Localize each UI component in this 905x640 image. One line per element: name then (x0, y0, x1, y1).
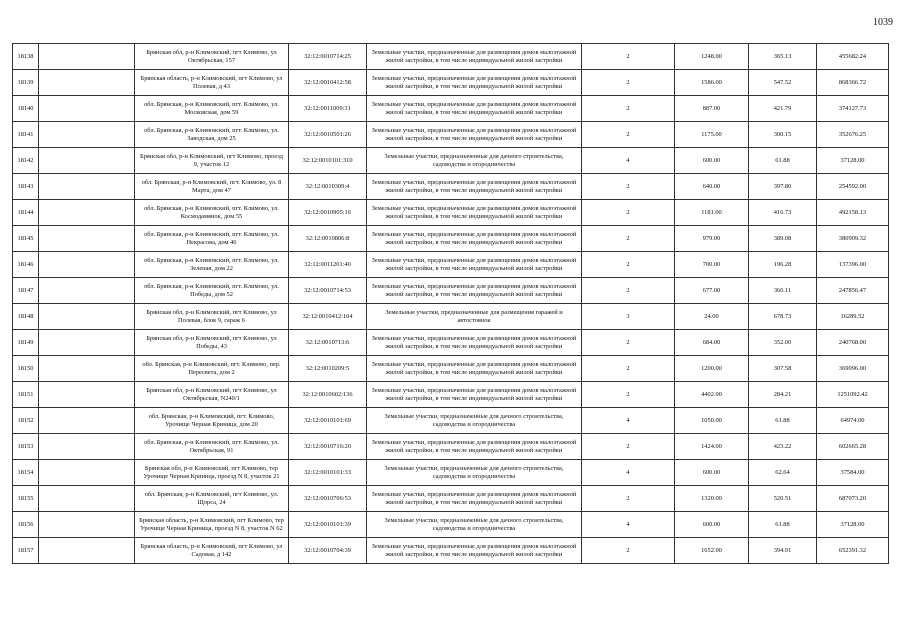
table-row (13, 174, 889, 200)
blank-cell (39, 278, 135, 304)
use-group-cell: 4 (582, 512, 675, 538)
specific-value-cell: 547.52 (749, 70, 817, 96)
address-cell: обл. Брянская, р-н Климовский, пгт. Климово, ул. Победы, дом 52 (135, 278, 289, 304)
permitted-use-cell: Земельные участки, предназначенные для дачного строительства, садоводства и огородничества (367, 460, 582, 486)
cadastral-number-cell: 32:12:0010309:4 (289, 174, 367, 200)
cadastral-number-cell: 32:12:0010101:310 (289, 148, 367, 174)
row-number-cell: 18145 (13, 226, 39, 252)
use-group-cell: 2 (582, 330, 675, 356)
table-body (13, 44, 889, 564)
specific-value-cell: 394.91 (749, 538, 817, 564)
specific-value-cell: 352.00 (749, 330, 817, 356)
area-cell: 600.00 (675, 148, 749, 174)
address-cell: обл. Брянская, р-н Климовский, пгт. Климово, ул. Некрасова, дом 46 (135, 226, 289, 252)
permitted-use-cell: Земельные участки, предназначенные для размещения домов малоэтажной жилой застройки, в том числе индивидуальной жилой застройки (367, 434, 582, 460)
permitted-use-cell: Земельные участки, предназначенные для размещения домов малоэтажной жилой застройки, в том числе индивидуальной жилой застройки (367, 174, 582, 200)
area-cell: 1248.00 (675, 44, 749, 70)
table-row (13, 512, 889, 538)
row-number-cell: 18150 (13, 356, 39, 382)
permitted-use-cell: Земельные участки, предназначенные для размещения домов малоэтажной жилой застройки, в том числе индивидуальной жилой застройки (367, 356, 582, 382)
row-number-cell: 18149 (13, 330, 39, 356)
permitted-use-cell: Земельные участки, предназначенные для дачного строительства, садоводства и огородничества (367, 148, 582, 174)
cadastral-value-cell: 352676.25 (817, 122, 889, 148)
specific-value-cell: 61.88 (749, 148, 817, 174)
blank-cell (39, 434, 135, 460)
row-number-cell: 18141 (13, 122, 39, 148)
address-cell: Брянская обл, р-н Климовский, пгт Климово, тер Урочище Черная Криница, проезд N 8, участок 21 (135, 460, 289, 486)
use-group-cell: 2 (582, 252, 675, 278)
cadastral-number-cell: 32:12:0010905:16 (289, 200, 367, 226)
area-cell: 1200.00 (675, 356, 749, 382)
address-cell: обл. Брянская, р-н Климовский, пгт. Климово, ул. Космодамянок, дом 55 (135, 200, 289, 226)
permitted-use-cell: Земельные участки, предназначенные для размещения домов малоэтажной жилой застройки, в том числе индивидуальной жилой застройки (367, 226, 582, 252)
row-number-cell: 18156 (13, 512, 39, 538)
permitted-use-cell: Земельные участки, предназначенные для дачного строительства, садоводства и огородничества (367, 512, 582, 538)
cadastral-value-cell: 64974.00 (817, 408, 889, 434)
use-group-cell: 2 (582, 434, 675, 460)
permitted-use-cell: Земельные участки, предназначенные для размещения домов малоэтажной жилой застройки, в том числе индивидуальной жилой застройки (367, 278, 582, 304)
area-cell: 677.00 (675, 278, 749, 304)
table-row (13, 408, 889, 434)
table-row (13, 96, 889, 122)
specific-value-cell: 284.21 (749, 382, 817, 408)
area-cell: 887.00 (675, 96, 749, 122)
permitted-use-cell: Земельные участки, предназначенные для размещения домов малоэтажной жилой застройки, в том числе индивидуальной жилой застройки (367, 538, 582, 564)
area-cell: 640.00 (675, 174, 749, 200)
land-registry-table (12, 43, 889, 564)
blank-cell (39, 252, 135, 278)
address-cell: обл. Брянская, р-н Климовский, пгт. Климово, Урочище Черная Криница, дом 20 (135, 408, 289, 434)
cadastral-value-cell: 1251092.42 (817, 382, 889, 408)
permitted-use-cell: Земельные участки, предназначенные для размещения гаражей и автостоянок (367, 304, 582, 330)
area-cell: 1652.00 (675, 538, 749, 564)
area-cell: 1424.00 (675, 434, 749, 460)
area-cell: 4402.00 (675, 382, 749, 408)
permitted-use-cell: Земельные участки, предназначенные для размещения домов малоэтажной жилой застройки, в том числе индивидуальной жилой застройки (367, 122, 582, 148)
blank-cell (39, 122, 135, 148)
cadastral-value-cell: 16289.52 (817, 304, 889, 330)
address-cell: Брянская обл, р-н Климовский, пгт Климово, ул Октябрьская, N240/1 (135, 382, 289, 408)
specific-value-cell: 520.51 (749, 486, 817, 512)
table-row (13, 460, 889, 486)
area-cell: 700.00 (675, 252, 749, 278)
cadastral-number-cell: 32:12:0010713:6 (289, 330, 367, 356)
blank-cell (39, 174, 135, 200)
blank-cell (39, 356, 135, 382)
specific-value-cell: 365.13 (749, 44, 817, 70)
address-cell: Брянская область, р-н Климовский, пгт Климово, ул Садовая, д 142 (135, 538, 289, 564)
cadastral-value-cell: 369096.00 (817, 356, 889, 382)
row-number-cell: 18148 (13, 304, 39, 330)
address-cell: Брянская область, р-н Климовский, пгт Климово, тер Урочище Черная Криница, проезд N 8, участок N 62 (135, 512, 289, 538)
table-row (13, 434, 889, 460)
cadastral-value-cell: 137396.00 (817, 252, 889, 278)
cadastral-value-cell: 380909.32 (817, 226, 889, 252)
area-cell: 979.00 (675, 226, 749, 252)
blank-cell (39, 44, 135, 70)
use-group-cell: 3 (582, 304, 675, 330)
use-group-cell: 2 (582, 122, 675, 148)
blank-cell (39, 408, 135, 434)
cadastral-number-cell: 32:12:0010501:26 (289, 122, 367, 148)
row-number-cell: 18139 (13, 70, 39, 96)
specific-value-cell: 678.73 (749, 304, 817, 330)
table-row (13, 278, 889, 304)
permitted-use-cell: Земельные участки, предназначенные для размещения домов малоэтажной жилой застройки, в том числе индивидуальной жилой застройки (367, 486, 582, 512)
address-cell: обл. Брянская, р-н Климовский, пгт. Климово, ул. 8 Марта, дом 47 (135, 174, 289, 200)
area-cell: 1181.00 (675, 200, 749, 226)
row-number-cell: 18151 (13, 382, 39, 408)
cadastral-number-cell: 32:12:0010412:58 (289, 70, 367, 96)
cadastral-number-cell: 32:12:0011009:31 (289, 96, 367, 122)
area-cell: 600.00 (675, 512, 749, 538)
address-cell: Брянская обл, р-н Климовский, пгт Климово, ул Полевая, блок 9, гараж 6 (135, 304, 289, 330)
table-row (13, 538, 889, 564)
area-cell: 600.00 (675, 460, 749, 486)
specific-value-cell: 196.28 (749, 252, 817, 278)
row-number-cell: 18146 (13, 252, 39, 278)
use-group-cell: 2 (582, 226, 675, 252)
table-row (13, 200, 889, 226)
specific-value-cell: 61.88 (749, 408, 817, 434)
specific-value-cell: 423.22 (749, 434, 817, 460)
specific-value-cell: 397.80 (749, 174, 817, 200)
use-group-cell: 2 (582, 96, 675, 122)
permitted-use-cell: Земельные участки, предназначенные для размещения домов малоэтажной жилой застройки, в том числе индивидуальной жилой застройки (367, 382, 582, 408)
blank-cell (39, 330, 135, 356)
row-number-cell: 18142 (13, 148, 39, 174)
area-cell: 1050.00 (675, 408, 749, 434)
row-number-cell: 18140 (13, 96, 39, 122)
page-number: 1039 (873, 17, 893, 28)
cadastral-number-cell: 32:12:0010602:136 (289, 382, 367, 408)
cadastral-value-cell: 37128.00 (817, 148, 889, 174)
permitted-use-cell: Земельные участки, предназначенные для размещения домов малоэтажной жилой застройки, в том числе индивидуальной жилой застройки (367, 44, 582, 70)
use-group-cell: 2 (582, 356, 675, 382)
cadastral-value-cell: 254592.00 (817, 174, 889, 200)
use-group-cell: 2 (582, 200, 675, 226)
table-row (13, 70, 889, 96)
specific-value-cell: 416.73 (749, 200, 817, 226)
cadastral-number-cell: 32:12:0010101:33 (289, 460, 367, 486)
table-row (13, 330, 889, 356)
use-group-cell: 2 (582, 382, 675, 408)
cadastral-value-cell: 37128.00 (817, 512, 889, 538)
blank-cell (39, 512, 135, 538)
row-number-cell: 18144 (13, 200, 39, 226)
cadastral-value-cell: 247856.47 (817, 278, 889, 304)
address-cell: обл. Брянская, р-н Климовский, пгт. Климово, ул. Зеленая, дом 22 (135, 252, 289, 278)
permitted-use-cell: Земельные участки, предназначенные для размещения домов малоэтажной жилой застройки, в том числе индивидуальной жилой застройки (367, 70, 582, 96)
blank-cell (39, 70, 135, 96)
row-number-cell: 18143 (13, 174, 39, 200)
address-cell: Брянская обл, р-н Климовский, пгт Климово, ул Победы, 43 (135, 330, 289, 356)
specific-value-cell: 366.11 (749, 278, 817, 304)
cadastral-number-cell: 32:12:0010806:8 (289, 226, 367, 252)
cadastral-number-cell: 32:12:0010412:104 (289, 304, 367, 330)
cadastral-number-cell: 32:12:0011201:40 (289, 252, 367, 278)
blank-cell (39, 96, 135, 122)
blank-cell (39, 460, 135, 486)
row-number-cell: 18138 (13, 44, 39, 70)
cadastral-value-cell: 374127.73 (817, 96, 889, 122)
permitted-use-cell: Земельные участки, предназначенные для размещения домов малоэтажной жилой застройки, в том числе индивидуальной жилой застройки (367, 252, 582, 278)
blank-cell (39, 538, 135, 564)
blank-cell (39, 486, 135, 512)
cadastral-number-cell: 32:12:0010706:53 (289, 486, 367, 512)
address-cell: обл. Брянская, р-н Климовский, пгт. Климово, ул. Заводская, дом 25 (135, 122, 289, 148)
use-group-cell: 4 (582, 148, 675, 174)
area-cell: 684.00 (675, 330, 749, 356)
cadastral-value-cell: 652391.32 (817, 538, 889, 564)
cadastral-value-cell: 455682.24 (817, 44, 889, 70)
use-group-cell: 4 (582, 460, 675, 486)
address-cell: Брянская обл, р-н Климовский, пгт Климово, ул Октябрьская, 157 (135, 44, 289, 70)
cadastral-number-cell: 32:12:0010101:39 (289, 512, 367, 538)
use-group-cell: 2 (582, 278, 675, 304)
cadastral-value-cell: 687073.20 (817, 486, 889, 512)
table-row (13, 304, 889, 330)
specific-value-cell: 307.58 (749, 356, 817, 382)
permitted-use-cell: Земельные участки, предназначенные для дачного строительства, садоводства и огородничества (367, 408, 582, 434)
blank-cell (39, 304, 135, 330)
cadastral-value-cell: 868366.72 (817, 70, 889, 96)
table-row (13, 382, 889, 408)
use-group-cell: 2 (582, 538, 675, 564)
row-number-cell: 18152 (13, 408, 39, 434)
table-row (13, 226, 889, 252)
use-group-cell: 2 (582, 486, 675, 512)
row-number-cell: 18153 (13, 434, 39, 460)
cadastral-number-cell: 32:12:0010716:20 (289, 434, 367, 460)
blank-cell (39, 148, 135, 174)
specific-value-cell: 62.64 (749, 460, 817, 486)
cadastral-value-cell: 240768.00 (817, 330, 889, 356)
permitted-use-cell: Земельные участки, предназначенные для размещения домов малоэтажной жилой застройки, в том числе индивидуальной жилой застройки (367, 330, 582, 356)
address-cell: обл. Брянская, р-н Климовский, пгт Климово, ул. Щорса, 24 (135, 486, 289, 512)
specific-value-cell: 389.08 (749, 226, 817, 252)
area-cell: 1175.00 (675, 122, 749, 148)
blank-cell (39, 226, 135, 252)
blank-cell (39, 200, 135, 226)
row-number-cell: 18154 (13, 460, 39, 486)
area-cell: 24.00 (675, 304, 749, 330)
table-row (13, 44, 889, 70)
cadastral-number-cell: 32:12:0010209:5 (289, 356, 367, 382)
address-cell: обл. Брянская, р-н Климовский, пгт. Климово, ул. Октябрьская, 91 (135, 434, 289, 460)
specific-value-cell: 421.79 (749, 96, 817, 122)
row-number-cell: 18157 (13, 538, 39, 564)
use-group-cell: 2 (582, 70, 675, 96)
cadastral-value-cell: 492158.13 (817, 200, 889, 226)
use-group-cell: 2 (582, 44, 675, 70)
table-row (13, 486, 889, 512)
table-row (13, 122, 889, 148)
table-row (13, 148, 889, 174)
table-row (13, 252, 889, 278)
cadastral-value-cell: 37584.00 (817, 460, 889, 486)
blank-cell (39, 382, 135, 408)
cadastral-number-cell: 32:12:0010714:25 (289, 44, 367, 70)
cadastral-value-cell: 602665.28 (817, 434, 889, 460)
cadastral-number-cell: 32:12:0010704:39 (289, 538, 367, 564)
use-group-cell: 2 (582, 174, 675, 200)
address-cell: Брянская область, р-н Климовский, пгт Климово, ул Полевая, д 43 (135, 70, 289, 96)
address-cell: обл. Брянская, р-н Климовский, пгт. Климово, пер. Пересвета, дом 2 (135, 356, 289, 382)
specific-value-cell: 300.15 (749, 122, 817, 148)
permitted-use-cell: Земельные участки, предназначенные для размещения домов малоэтажной жилой застройки, в том числе индивидуальной жилой застройки (367, 200, 582, 226)
address-cell: Брянская обл, р-н Климовский, пгт Климово, проезд 9, участок 12 (135, 148, 289, 174)
permitted-use-cell: Земельные участки, предназначенные для размещения домов малоэтажной жилой застройки, в том числе индивидуальной жилой застройки (367, 96, 582, 122)
table-row (13, 356, 889, 382)
area-cell: 1320.00 (675, 486, 749, 512)
specific-value-cell: 61.88 (749, 512, 817, 538)
cadastral-number-cell: 32:12:0010101:69 (289, 408, 367, 434)
use-group-cell: 4 (582, 408, 675, 434)
address-cell: обл. Брянская, р-н Климовский, пгт. Климово, ул. Московская, дом 59 (135, 96, 289, 122)
row-number-cell: 18155 (13, 486, 39, 512)
row-number-cell: 18147 (13, 278, 39, 304)
cadastral-number-cell: 32:12:0010714:53 (289, 278, 367, 304)
area-cell: 1586.00 (675, 70, 749, 96)
